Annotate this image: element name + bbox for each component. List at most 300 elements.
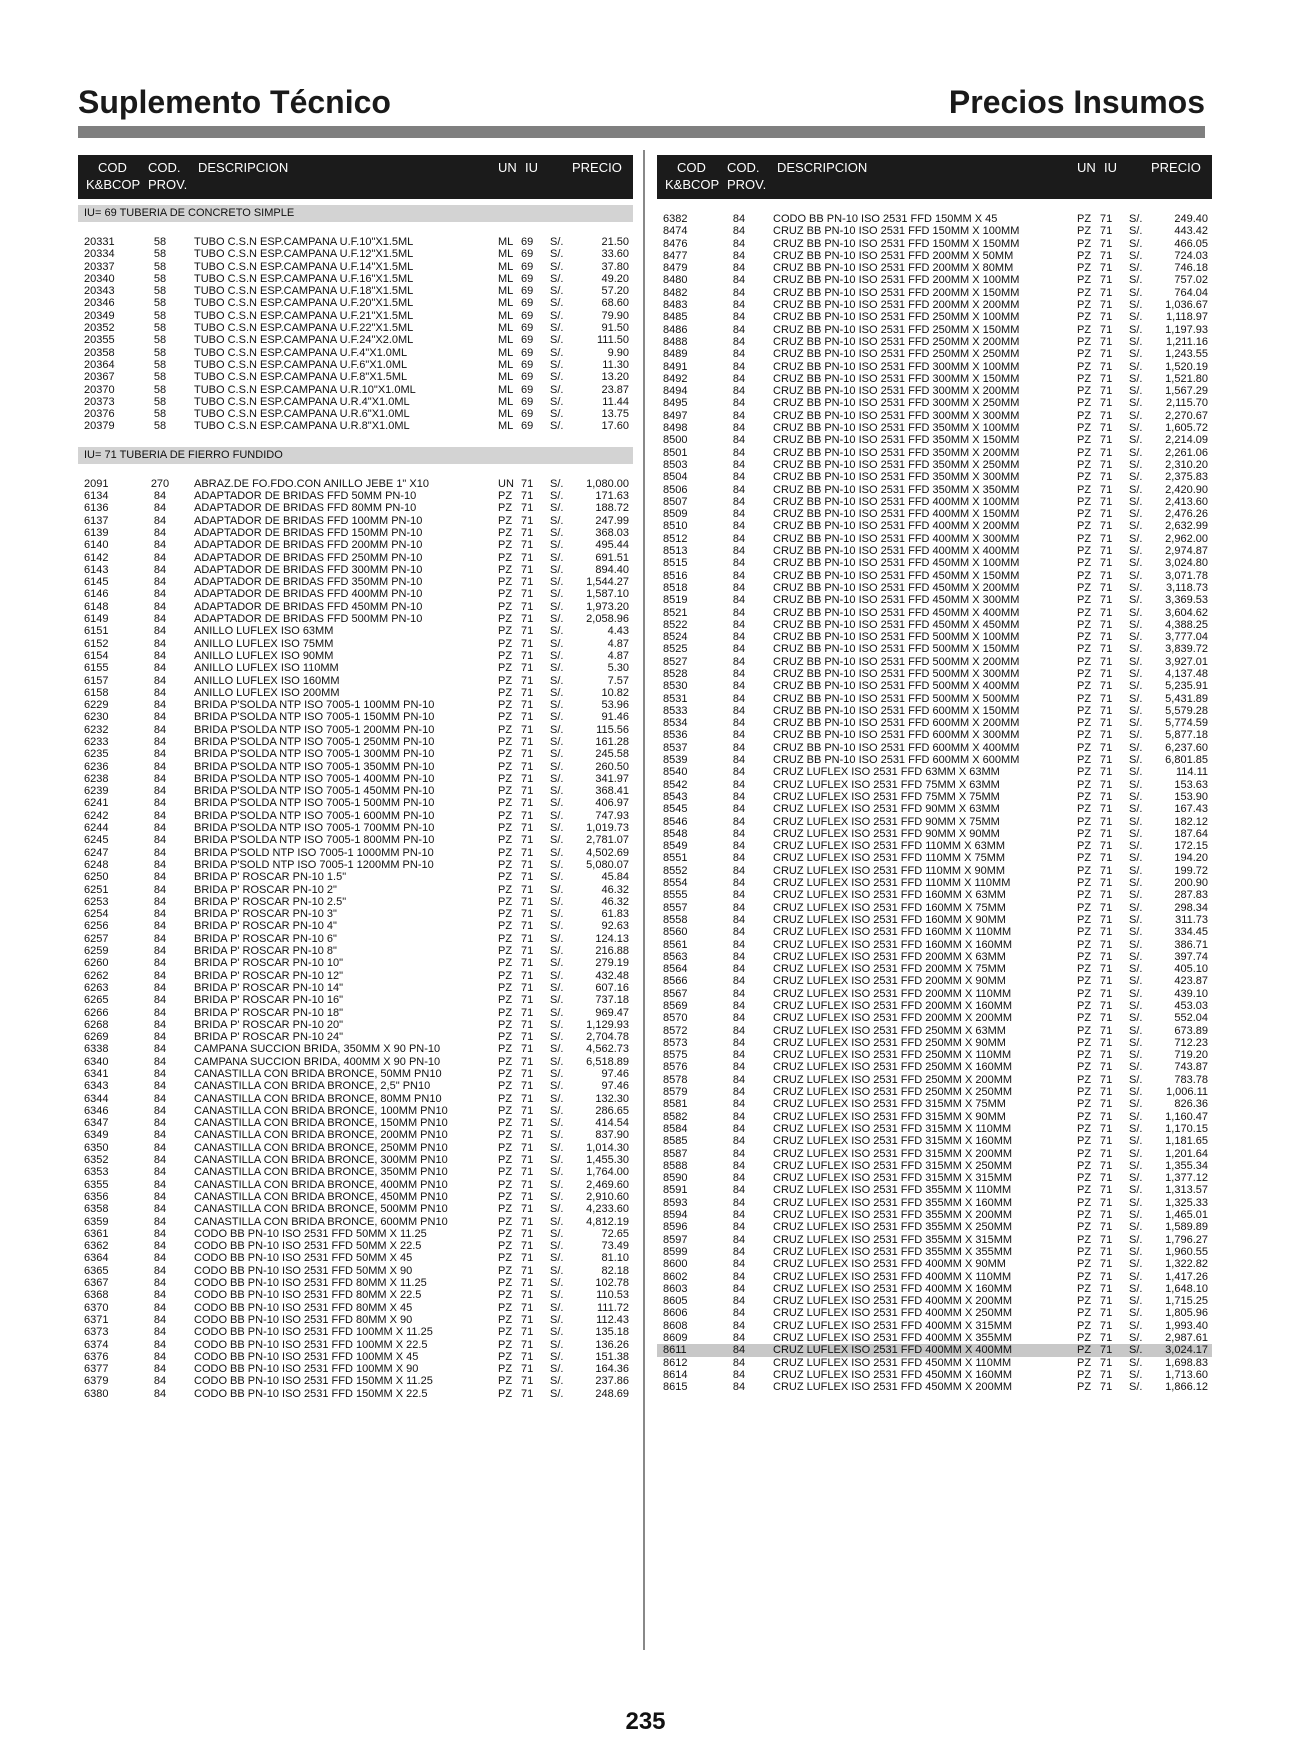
table-row [657, 1369, 1212, 1381]
iu: 71 [1100, 581, 1113, 594]
precio: 406.97 [595, 797, 629, 810]
precio: 97.46 [601, 1068, 629, 1080]
cod-kbcop: 20346 [84, 297, 115, 310]
cod-kbcop: 6380 [84, 1387, 109, 1400]
unidad: PZ [1077, 495, 1092, 508]
currency: S/. [550, 723, 564, 736]
precio: 188.72 [595, 502, 629, 515]
cod-kbcop: 20367 [84, 371, 115, 384]
cod-kbcop: 20379 [84, 420, 115, 433]
precio: 102.78 [595, 1277, 629, 1290]
table-row [78, 847, 633, 859]
currency: S/. [550, 858, 564, 871]
cod-kbcop: 6361 [84, 1227, 109, 1240]
currency: S/. [1129, 987, 1143, 1000]
descripcion: CRUZ LUFLEX ISO 2531 FFD 355MM X 250MM [773, 1221, 1013, 1234]
descripcion: CRUZ BB PN-10 ISO 2531 FFD 200MM X 200MM [773, 299, 1020, 312]
currency: S/. [550, 735, 564, 748]
cod-kbcop: 20337 [84, 260, 115, 273]
iu: 71 [1100, 1344, 1113, 1357]
table-row [78, 1093, 633, 1105]
cod-prov: 84 [732, 1172, 746, 1185]
currency: S/. [1129, 741, 1143, 754]
unidad: PZ [1077, 360, 1092, 373]
table-row [657, 975, 1212, 987]
table-row [78, 588, 633, 600]
cod-kbcop: 8608 [663, 1319, 688, 1332]
descripcion: CANASTILLA CON BRIDA BRONCE, 200MM PN10 [194, 1129, 448, 1142]
currency: S/. [1129, 827, 1143, 840]
table-row [78, 699, 633, 711]
table-row [78, 261, 633, 273]
currency: S/. [550, 1141, 564, 1154]
iu: 71 [521, 957, 534, 970]
cod-kbcop: 8543 [663, 790, 688, 803]
precio: 187.64 [1174, 827, 1208, 840]
table-row [657, 914, 1212, 926]
precio: 432.48 [595, 969, 629, 982]
table-row [78, 834, 633, 846]
table-row [78, 933, 633, 945]
unidad: ML [498, 297, 514, 310]
descripcion: BRIDA P'SOLDA NTP ISO 7005-1 350MM PN-10 [194, 760, 435, 773]
precio: 46.32 [601, 883, 629, 896]
table-row [657, 1184, 1212, 1196]
unidad: PZ [1077, 1110, 1092, 1123]
precio: 73.49 [601, 1240, 629, 1253]
cod-kbcop: 20349 [84, 309, 115, 322]
cod-prov: 270 [150, 477, 170, 490]
unidad: PZ [1077, 1295, 1092, 1308]
unidad: PZ [498, 1141, 513, 1154]
cod-prov: 84 [732, 655, 746, 668]
cod-prov: 84 [153, 1363, 167, 1376]
header-cod: COD [677, 160, 706, 175]
cod-kbcop: 8507 [663, 495, 688, 508]
currency: S/. [1129, 1356, 1143, 1369]
precio: 194.20 [1174, 852, 1208, 865]
currency: S/. [550, 383, 564, 396]
cod-prov: 84 [732, 815, 746, 828]
cod-kbcop: 8560 [663, 926, 688, 939]
cod-prov: 84 [732, 1221, 746, 1234]
table-row [78, 822, 633, 834]
table-row [657, 1135, 1212, 1147]
currency: S/. [550, 945, 564, 958]
cod-prov: 84 [732, 1049, 746, 1062]
descripcion: TUBO C.S.N ESP.CAMPANA U.F.24"X2.0ML [194, 334, 414, 347]
cod-prov: 84 [153, 490, 167, 503]
precio: 2,632.99 [1165, 520, 1208, 533]
iu: 71 [521, 563, 534, 576]
cod-kbcop: 8582 [663, 1110, 688, 1123]
unidad: PZ [1077, 385, 1092, 398]
descripcion: ANILLO LUFLEX ISO 90MM [194, 649, 334, 662]
iu: 69 [521, 297, 534, 310]
unidad: PZ [498, 1264, 513, 1277]
precio: 115.56 [596, 723, 629, 736]
section-title: IU= 69 TUBERIA DE CONCRETO SIMPLE [78, 205, 633, 222]
iu: 71 [521, 723, 534, 736]
unidad: PZ [498, 1252, 513, 1265]
precio: 1,715.25 [1165, 1295, 1208, 1308]
cod-kbcop: 2091 [84, 477, 109, 490]
cod-prov: 84 [732, 889, 746, 902]
iu: 71 [1100, 286, 1113, 299]
cod-kbcop: 6232 [84, 723, 109, 736]
descripcion: CRUZ LUFLEX ISO 2531 FFD 400MM X 110MM [773, 1270, 1012, 1283]
precio: 5,774.59 [1165, 717, 1208, 730]
unidad: PZ [1077, 963, 1092, 976]
precio: 747.93 [595, 809, 629, 822]
iu: 71 [1100, 532, 1113, 545]
iu: 71 [521, 551, 534, 564]
descripcion: TUBO C.S.N ESP.CAMPANA U.F.10"X1.5ML [194, 236, 414, 248]
descripcion: CRUZ BB PN-10 ISO 2531 FFD 200MM X 50MM [773, 249, 1014, 262]
cod-kbcop: 6365 [84, 1264, 109, 1277]
cod-prov: 84 [732, 913, 746, 926]
iu: 71 [521, 539, 534, 552]
descripcion: CRUZ BB PN-10 ISO 2531 FFD 500MM X 300MM [773, 667, 1020, 680]
cod-prov: 84 [153, 539, 167, 552]
table-row [78, 1302, 633, 1314]
cod-prov: 84 [732, 299, 746, 312]
currency: S/. [550, 871, 564, 884]
precio: 110.53 [596, 1289, 629, 1302]
cod-kbcop: 8581 [663, 1098, 688, 1111]
table-row [78, 884, 633, 896]
cod-prov: 84 [732, 458, 746, 471]
descripcion: CRUZ BB PN-10 ISO 2531 FFD 200MM X 100MM [773, 274, 1020, 287]
unidad: PZ [1077, 594, 1092, 607]
precio: 5,431.89 [1165, 692, 1208, 705]
iu: 71 [1100, 1270, 1113, 1283]
precio: 124.13 [595, 932, 629, 945]
unidad: PZ [1077, 667, 1092, 680]
header-prov: COD. [148, 160, 181, 175]
cod-prov: 84 [732, 864, 746, 877]
table-row [78, 982, 633, 994]
iu: 71 [1100, 299, 1113, 312]
cod-prov: 84 [732, 569, 746, 582]
unidad: PZ [498, 1166, 513, 1179]
table-row [78, 871, 633, 883]
precio: 7.57 [607, 674, 629, 687]
table-row [657, 865, 1212, 877]
currency: S/. [1129, 237, 1143, 250]
cod-prov: 84 [732, 1024, 746, 1037]
table-row [78, 1277, 633, 1289]
table-row [657, 1258, 1212, 1270]
cod-kbcop: 6359 [84, 1215, 109, 1228]
currency: S/. [1129, 1147, 1143, 1160]
currency: S/. [1129, 372, 1143, 385]
iu: 69 [521, 383, 534, 396]
descripcion: CODO BB PN-10 ISO 2531 FFD 50MM X 45 [194, 1252, 413, 1265]
currency: S/. [1129, 1049, 1143, 1062]
iu: 71 [1100, 348, 1113, 361]
iu: 71 [1100, 778, 1113, 791]
header-left-title: Suplemento Técnico [78, 84, 391, 120]
cod-prov: 84 [153, 649, 167, 662]
table-row [78, 785, 633, 797]
cod-kbcop: 6349 [84, 1129, 109, 1142]
cod-kbcop: 6236 [84, 760, 109, 773]
table-row [78, 1339, 633, 1351]
precio: 3,118.73 [1165, 581, 1208, 594]
cod-prov: 84 [732, 1332, 746, 1345]
currency: S/. [1129, 1233, 1143, 1246]
unidad: PZ [498, 1363, 513, 1376]
precio: 23.87 [601, 383, 629, 396]
cod-prov: 84 [732, 1122, 746, 1135]
descripcion: CRUZ LUFLEX ISO 2531 FFD 160MM X 63MM [773, 889, 1006, 902]
cod-prov: 84 [732, 1000, 746, 1012]
currency: S/. [550, 576, 564, 589]
unidad: PZ [498, 735, 513, 748]
iu: 69 [521, 395, 534, 408]
currency: S/. [550, 1006, 564, 1019]
iu: 71 [521, 600, 534, 613]
cod-kbcop: 6371 [84, 1313, 109, 1326]
cod-prov: 84 [153, 600, 167, 613]
cod-prov: 84 [732, 1368, 746, 1381]
cod-kbcop: 8566 [663, 975, 688, 988]
currency: S/. [1129, 348, 1143, 361]
precio: 1,355.34 [1165, 1159, 1208, 1172]
cod-kbcop: 8489 [663, 348, 688, 361]
precio: 405.10 [1174, 963, 1208, 976]
currency: S/. [1129, 1381, 1143, 1394]
unidad: PZ [1077, 1307, 1092, 1320]
unidad: PZ [1077, 434, 1092, 447]
table-row [78, 273, 633, 285]
cod-kbcop: 8612 [663, 1356, 688, 1369]
iu: 71 [521, 1350, 534, 1363]
table-row [657, 225, 1212, 237]
header-cod: COD [98, 160, 127, 175]
currency: S/. [1129, 680, 1143, 693]
cod-kbcop: 6362 [84, 1240, 109, 1253]
unidad: PZ [1077, 655, 1092, 668]
descripcion: CRUZ LUFLEX ISO 2531 FFD 450MM X 110MM [773, 1356, 1012, 1369]
cod-prov: 84 [732, 508, 746, 521]
cod-prov: 84 [732, 262, 746, 275]
iu: 71 [521, 711, 534, 724]
precio: 2,704.78 [586, 1031, 629, 1044]
cod-kbcop: 6254 [84, 908, 109, 921]
descripcion: TUBO C.S.N ESP.CAMPANA U.F.4"X1.0ML [194, 346, 408, 359]
unidad: ML [498, 395, 514, 408]
cod-prov: 84 [153, 760, 167, 773]
cod-prov: 84 [732, 1159, 746, 1172]
table-row [657, 926, 1212, 938]
currency: S/. [550, 760, 564, 773]
descripcion: CODO BB PN-10 ISO 2531 FFD 80MM X 90 [194, 1313, 413, 1326]
header-precio: PRECIO [1151, 160, 1201, 175]
precio: 164.36 [595, 1363, 629, 1376]
cod-kbcop: 6343 [84, 1080, 109, 1093]
cod-kbcop: 6370 [84, 1301, 109, 1314]
cod-kbcop: 8557 [663, 901, 688, 914]
precio: 21.50 [601, 236, 629, 248]
currency: S/. [1129, 458, 1143, 471]
cod-kbcop: 6253 [84, 895, 109, 908]
currency: S/. [1129, 385, 1143, 398]
iu: 71 [1100, 1196, 1113, 1209]
cod-prov: 84 [732, 1245, 746, 1258]
cod-prov: 84 [732, 692, 746, 705]
unidad: PZ [498, 1031, 513, 1044]
precio: 4.87 [607, 637, 629, 650]
unidad: PZ [1077, 827, 1092, 840]
table-row [657, 939, 1212, 951]
precio: 673.89 [1174, 1024, 1208, 1037]
table-row [78, 736, 633, 748]
cod-kbcop: 8501 [663, 446, 688, 459]
cod-kbcop: 6344 [84, 1092, 109, 1105]
precio: 132.30 [595, 1092, 629, 1105]
cod-kbcop: 8551 [663, 852, 688, 865]
unidad: ML [498, 322, 514, 335]
table-row [657, 410, 1212, 422]
precio: 249.40 [1174, 213, 1208, 225]
descripcion: ADAPTADOR DE BRIDAS FFD 400MM PN-10 [194, 588, 423, 601]
descripcion: CRUZ LUFLEX ISO 2531 FFD 110MM X 75MM [773, 852, 1006, 865]
precio: 260.50 [595, 760, 629, 773]
header-cod-sub: K&BCOP [665, 177, 720, 192]
descripcion: CRUZ LUFLEX ISO 2531 FFD 160MM X 110MM [773, 926, 1012, 939]
currency: S/. [1129, 950, 1143, 963]
descripcion: CRUZ LUFLEX ISO 2531 FFD 200MM X 110MM [773, 987, 1012, 1000]
right-table-body [657, 213, 1212, 1394]
cod-prov: 84 [153, 576, 167, 589]
cod-prov: 84 [153, 834, 167, 847]
iu: 71 [521, 1178, 534, 1191]
descripcion: CRUZ LUFLEX ISO 2531 FFD 63MM X 63MM [773, 766, 1000, 779]
iu: 71 [1100, 1135, 1113, 1148]
currency: S/. [1129, 1332, 1143, 1345]
table-row [78, 236, 633, 248]
descripcion: BRIDA P'SOLD NTP ISO 7005-1 1200MM PN-10 [194, 858, 434, 871]
precio: 2,476.26 [1165, 508, 1208, 521]
table-row [657, 1111, 1212, 1123]
table-row [78, 297, 633, 309]
iu: 71 [521, 1203, 534, 1216]
table-row [657, 840, 1212, 852]
iu: 71 [1100, 963, 1113, 976]
cod-prov: 84 [732, 1086, 746, 1099]
precio: 1,019.73 [586, 822, 629, 835]
iu: 71 [521, 883, 534, 896]
cod-prov: 84 [732, 385, 746, 398]
unidad: PZ [1077, 286, 1092, 299]
iu: 71 [1100, 1036, 1113, 1049]
unidad: PZ [498, 699, 513, 712]
currency: S/. [550, 539, 564, 552]
descripcion: BRIDA P'SOLDA NTP ISO 7005-1 200MM PN-10 [194, 723, 435, 736]
iu: 71 [521, 1301, 534, 1314]
cod-prov: 84 [732, 335, 746, 348]
header-iu: IU [1104, 160, 1117, 175]
cod-prov: 84 [732, 1356, 746, 1369]
table-row [657, 693, 1212, 705]
currency: S/. [1129, 692, 1143, 705]
iu: 71 [1100, 1258, 1113, 1271]
cod-kbcop: 8480 [663, 274, 688, 287]
precio: 607.16 [595, 981, 629, 994]
cod-kbcop: 8591 [663, 1184, 688, 1197]
unidad: PZ [1077, 1024, 1092, 1037]
table-row [78, 748, 633, 760]
unidad: PZ [1077, 237, 1092, 250]
descripcion: CODO BB PN-10 ISO 2531 FFD 80MM X 11.25 [194, 1277, 427, 1290]
unidad: PZ [498, 1301, 513, 1314]
left-column [78, 155, 633, 1408]
table-row [78, 1129, 633, 1141]
unidad: PZ [1077, 1147, 1092, 1160]
cod-kbcop: 8603 [663, 1282, 688, 1295]
cod-prov: 84 [153, 1301, 167, 1314]
precio: 737.18 [595, 994, 629, 1007]
table-row [657, 1037, 1212, 1049]
cod-prov: 58 [153, 285, 167, 298]
precio: 1,377.12 [1165, 1172, 1208, 1185]
precio: 286.65 [595, 1104, 629, 1117]
table-row [657, 1160, 1212, 1172]
iu: 71 [1100, 680, 1113, 693]
precio: 3,927.01 [1165, 655, 1208, 668]
precio: 4.87 [607, 649, 629, 662]
iu: 71 [1100, 741, 1113, 754]
currency: S/. [1129, 1295, 1143, 1308]
descripcion: CANASTILLA CON BRIDA BRONCE, 500MM PN10 [194, 1203, 448, 1216]
cod-prov: 84 [732, 483, 746, 496]
unidad: PZ [1077, 729, 1092, 742]
table-row [657, 705, 1212, 717]
unidad: PZ [498, 1080, 513, 1093]
precio: 4,562.73 [586, 1043, 629, 1056]
cod-kbcop: 6137 [84, 514, 109, 527]
iu: 71 [1100, 1073, 1113, 1086]
unidad: PZ [498, 1227, 513, 1240]
cod-prov: 58 [153, 309, 167, 322]
currency: S/. [1129, 557, 1143, 570]
precio: 1,796.27 [1165, 1233, 1208, 1246]
table-row [78, 994, 633, 1006]
unidad: PZ [1077, 446, 1092, 459]
descripcion: CRUZ BB PN-10 ISO 2531 FFD 150MM X 100MM [773, 225, 1020, 238]
descripcion: CRUZ LUFLEX ISO 2531 FFD 110MM X 90MM [773, 864, 1006, 877]
iu: 71 [1100, 1307, 1113, 1320]
unidad: PZ [1077, 975, 1092, 988]
precio: 311.73 [1175, 913, 1208, 926]
cod-kbcop: 6157 [84, 674, 109, 687]
table-row [657, 1344, 1212, 1356]
cod-kbcop: 8587 [663, 1147, 688, 1160]
descripcion: CRUZ BB PN-10 ISO 2531 FFD 450MM X 100MM [773, 557, 1020, 570]
cod-prov: 84 [153, 945, 167, 958]
table-row [657, 459, 1212, 471]
descripcion: BRIDA P' ROSCAR PN-10 4" [194, 920, 337, 933]
unidad: PZ [1077, 1196, 1092, 1209]
unidad: PZ [1077, 840, 1092, 853]
unidad: PZ [1077, 1381, 1092, 1394]
cod-prov: 84 [732, 987, 746, 1000]
descripcion: CRUZ LUFLEX ISO 2531 FFD 200MM X 63MM [773, 950, 1006, 963]
cod-prov: 84 [732, 1295, 746, 1308]
descripcion: CRUZ BB PN-10 ISO 2531 FFD 450MM X 450MM [773, 618, 1020, 631]
